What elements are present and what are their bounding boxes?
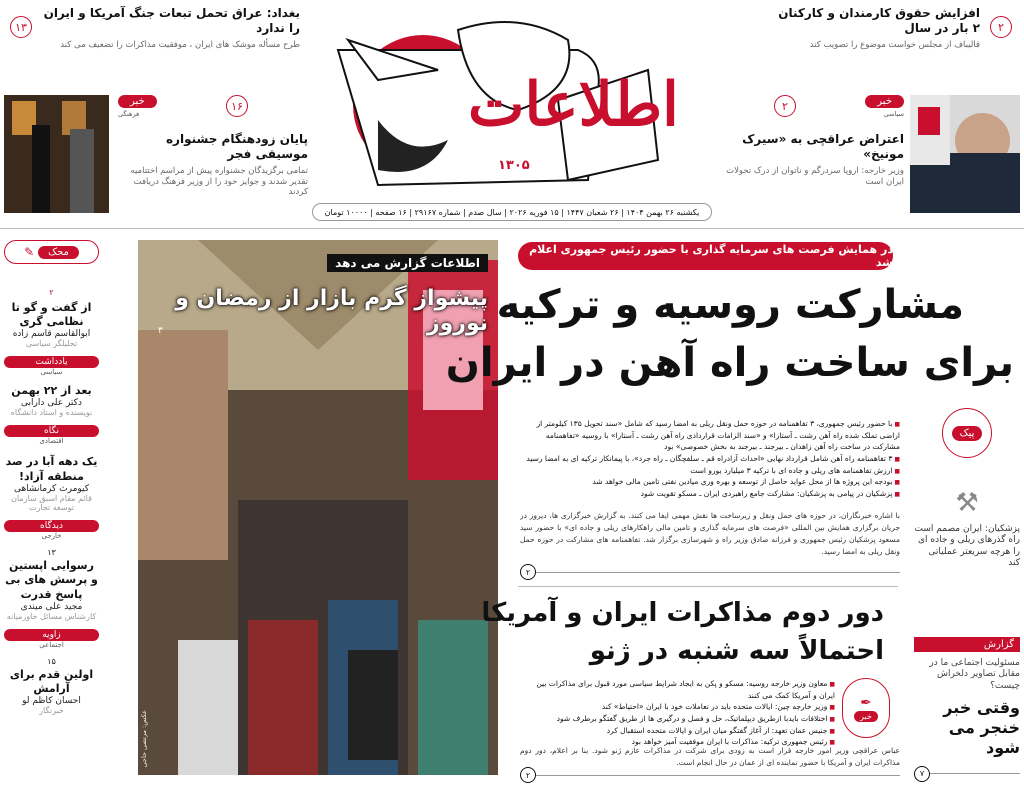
page-number-badge: ۱۵	[47, 656, 56, 666]
header-divider	[0, 228, 1024, 229]
lead-banner	[518, 242, 893, 270]
lead-banner-text: در همایش فرصت های سرمایه گذاری با حضور رئیس جمهوری اعلام شد	[529, 243, 893, 269]
sidebar-item-tag: نگاه	[4, 425, 99, 437]
page-number-badge: ۳	[158, 326, 163, 336]
report-headline[interactable]: وقتی خبر خنجر می شود	[943, 697, 1020, 757]
sidebar-item-tag: یادداشت	[4, 356, 99, 368]
page-number-badge: ۲	[520, 564, 536, 580]
sidebar-item-sub: تحلیلگر سیاسی	[25, 339, 78, 349]
news-label: خبر	[854, 711, 878, 722]
second-bullet: ■ جنیس عمان تعهد: از آغاز گفتگو میان ایران و ایالات متحده استقبال کرد	[520, 725, 835, 737]
news-headline: پایان زودهنگام جشنواره موسیقی فجر	[165, 132, 308, 162]
report-kicker: مسئولیت اجتماعی ما در مقابل تصاویر دلخراش چیست؟	[929, 658, 1020, 691]
lead-bullet: ■ ارزش تفاهمنامه های ریلی و جاده ای با ترکیه ۳ میلیارد یورو است	[520, 465, 900, 477]
dateline-bar	[312, 203, 712, 221]
teaser-headline: افزایش حقوق کارمندان و کارکنان ۲ بار در سال	[778, 6, 980, 35]
sidebar-item-headline: از گفت و گو تا نظامی گری	[11, 300, 92, 328]
sidebar-label-row	[4, 240, 99, 264]
lead-body: با اشاره خبرنگاران، در حوزه های حمل ونقل و زیرساخت ها نقش مهمی ایفا می کنند. به گزارش خبرگزاری ها، دیروز در جریان برگزاری همایش بین المللی «فرصت های سرمایه گذاری و تامین مالی راهکارهای ریلی و جاده ای» با حضور سید مسعود پزشکیان رئیس جمهوری و فرزانه صادق وزیر راه و شهرسازی برگزار شد. تفاهمنامه های مشارکت در حوزه حمل ونقل ریلی به امضا رسید.	[520, 511, 900, 556]
second-bullet: ■ رئیس جمهوری ترکیه: مذاکرات با ایران موفقیت آمیز خواهد بود	[520, 736, 835, 748]
photo-page-badge	[158, 326, 163, 336]
lead-bullets	[520, 418, 900, 499]
report-continue[interactable]	[914, 766, 1020, 782]
sidebar-item-sub: کارشناس مسائل خاورمیانه	[6, 611, 97, 621]
page-number-badge: ۲	[44, 285, 60, 301]
lead-bullet: ■ پزشکیان در پیامی به پزشکیان: مشارکت جامع راهبردی ایران ـ مسکو تقویت شود	[520, 488, 900, 500]
page-number-badge: ۱۳	[47, 547, 56, 557]
lead-headline-2[interactable]: برای ساخت راه آهن در ایران	[445, 340, 1014, 386]
second-body: عباس عراقچی وزیر امور خارجه قرار است به زودی برای شرکت در مذاکرات عازم ژنو شود. بنا بر اعلام، دور دوم مذاکرات ایران و آمریکا با حضور نماینده ای از عمان در حال انجام است.	[520, 746, 900, 767]
sidebar-item-sub: نویسنده و استاد دانشگاه	[10, 408, 93, 418]
left-news-photo	[4, 95, 109, 213]
second-bullets	[520, 678, 835, 748]
bazaar-photo[interactable]	[138, 240, 498, 775]
top-left-teaser[interactable]	[10, 6, 300, 51]
logo-founded-year: ۱۳۰۵	[498, 158, 530, 173]
second-headline-2[interactable]: احتمالاً سه شنبه در ژنو	[589, 636, 884, 666]
pen-icon: ✎	[24, 245, 35, 259]
sidebar-item-author: کیومرث کرمانشاهی	[13, 483, 90, 494]
sidebar-item-author: مجید علی میندی	[20, 601, 83, 612]
page-number-badge: ۱۳	[10, 16, 32, 38]
sidebar-item-sub: قائم مقام اسبق سازمان توسعه تجارت	[11, 493, 92, 512]
sidebar-item-headline: اولین قدم برای آرامش	[9, 667, 94, 696]
right-news-photo	[910, 95, 1020, 213]
sidebar-item-tag: زاویه	[4, 629, 99, 641]
lead-bullet: ■ بودجه این پروژه ها از محل عواید حاصل از توسعه و بهره وری میادین نفتی تامین مالی خواهد شد	[520, 476, 900, 488]
sidebar-item-headline: بعد از ۲۲ بهمن	[11, 384, 92, 398]
page-number-badge: ۲	[990, 16, 1012, 38]
lead-bullet: ■ ۳ تفاهمنامه راه آهن شامل قرارداد نهایی «احداث آزادراه قم ـ سلفچگان ـ راه جرد»، با پیمانکار ترکیه ای به امضا رسید	[520, 453, 900, 465]
news-category: فرهنگی	[118, 110, 140, 118]
sidebar-item-sub: خبرنگار	[39, 706, 64, 716]
tools-icon: ⚒	[955, 488, 979, 518]
report-label-text: گزارش	[983, 639, 1014, 650]
teaser-headline: بغداد: عراق تحمل تبعات جنگ آمریکا و ایران را ندارد	[43, 6, 300, 35]
sidebar	[4, 240, 99, 780]
report-label	[914, 637, 1020, 652]
page-number-badge: ۷	[914, 766, 930, 782]
peik-badge	[942, 408, 992, 458]
second-headline-1[interactable]: دور دوم مذاکرات ایران و آمریکا	[481, 598, 884, 628]
lead-continue[interactable]	[520, 565, 900, 579]
peik-item-text[interactable]: پزشکیان: ایران مصمم است راه گذرهای ریلی و جاده ای را هرچه سریعتر عملیاتی کند	[914, 524, 1020, 568]
sidebar-item-category: سیاسی	[40, 368, 63, 377]
lead-divider	[518, 586, 898, 587]
left-news[interactable]	[118, 95, 308, 198]
sidebar-label: محک	[38, 246, 79, 259]
page-number-badge: ۲	[520, 767, 536, 783]
photo-headline: پیشواز گرم بازار از رمضان و نوروز	[175, 286, 488, 336]
dateline-text: یکشنبه ۲۶ بهمن ۱۴۰۴ | ۲۶ شعبان ۱۴۴۷ | ۱۵ فوریه ۲۰۲۶ | سال صدم | شماره ۲۹۱۶۷ | ۱۶ صفحه | ۱۰۰۰۰ تومان	[324, 207, 700, 217]
sidebar-item-headline: یک دهه آبا در صد منطقه آزاد!	[5, 455, 98, 483]
news-sub: تمامی برگزیدگان جشنواره پیش از مراسم اختتامیه تقدیر شدند و جوایز خود را از وزیر فرهنگ دریافت کردند	[130, 166, 308, 198]
right-news[interactable]	[714, 95, 904, 187]
page-number-badge: ۱۶	[226, 95, 248, 117]
sidebar-item-category: خارجی	[41, 531, 62, 540]
logo-wordmark: اطلاعات	[468, 70, 679, 140]
peik-label: پیک	[952, 426, 983, 441]
page-number-badge: ۲	[774, 95, 796, 117]
news-headline: اعتراض عراقچی به «سیرک مونیخ»	[742, 132, 904, 162]
photo-credit: عکس: مرتضی حاجی	[140, 710, 148, 768]
sidebar-item[interactable]	[4, 356, 99, 417]
second-bullet: ■ اختلافات بایدبا ازطریق دیپلماتیک، حل و فصل و درگیری ها از طریق گفتگو برطرف شود	[520, 713, 835, 725]
second-news-badge	[842, 678, 890, 738]
sidebar-item[interactable]	[4, 425, 99, 512]
sidebar-item[interactable]	[4, 629, 99, 716]
second-continue[interactable]	[520, 768, 900, 782]
second-bullet: ■ معاون وزیر خارجه روسیه: مسکو و پکن به ایجاد شرایط سیاسی مورد قبول برای مذاکرات بین ایران و آمریکا کمک می کنند	[520, 678, 835, 701]
sidebar-item-headline: رسوایی اپستین و پرسش های بی پاسخ قدرت	[5, 558, 98, 601]
teaser-sub: قالیباف از مجلس خواست موضوع را تصویب کند	[809, 40, 980, 50]
news-label: خبر	[118, 95, 157, 108]
photo-kicker: اطلاعات گزارش می دهد	[327, 254, 488, 272]
right-column	[914, 408, 1020, 778]
sidebar-item-tag: دیدگاه	[4, 520, 99, 532]
pen-icon: ✒	[860, 694, 872, 711]
teaser-sub: طرح مسأله موشک های ایران ، موفقیت مذاکرات را تضعیف می کند	[60, 40, 300, 50]
lead-bullet: ■ با حضور رئیس جمهوری، ۳ تفاهمنامه در حوزه حمل ونقل ریلی به امضا رسید که شامل «سند تحویل ۱۳۵ کیلومتر از اراضی تملک شده راه آهن رشت ـ آستارا» و «سند الزامات قراردادی راه آهن رشت ـ آستارا» با روسیه «تفاهمنامه مشارکت در ساخت راه آهن زاهدان ـ بیرجند ـ بیرجند به بخش خصوصی» بود	[520, 418, 900, 453]
second-bullet: ■ وزیر خارجه چین: ایالات متحده باید در تعاملات خود با ایران «احتیاط» کند	[520, 701, 835, 713]
top-right-teaser[interactable]	[777, 6, 1012, 51]
news-label: خبر	[865, 95, 904, 108]
sidebar-item-author: ابوالقاسم قاسم زاده	[12, 329, 91, 340]
sidebar-item-author: دکتر علی دارابی	[21, 398, 82, 409]
masthead-logo	[318, 10, 698, 198]
sidebar-item[interactable]	[4, 280, 99, 348]
sidebar-item-author: احسان کاظم لو	[22, 696, 81, 707]
lead-headline-1[interactable]: مشارکت روسیه و ترکیه	[496, 282, 964, 328]
news-sub: وزیر خارجه: اروپا سردرگم و ناتوان از درک تحولات ایران است	[726, 166, 904, 187]
sidebar-item-category: اجتماعی	[39, 640, 64, 649]
sidebar-item-category: اقتصادی	[39, 437, 64, 446]
news-category: سیاسی	[883, 110, 904, 118]
sidebar-item[interactable]	[4, 520, 99, 621]
